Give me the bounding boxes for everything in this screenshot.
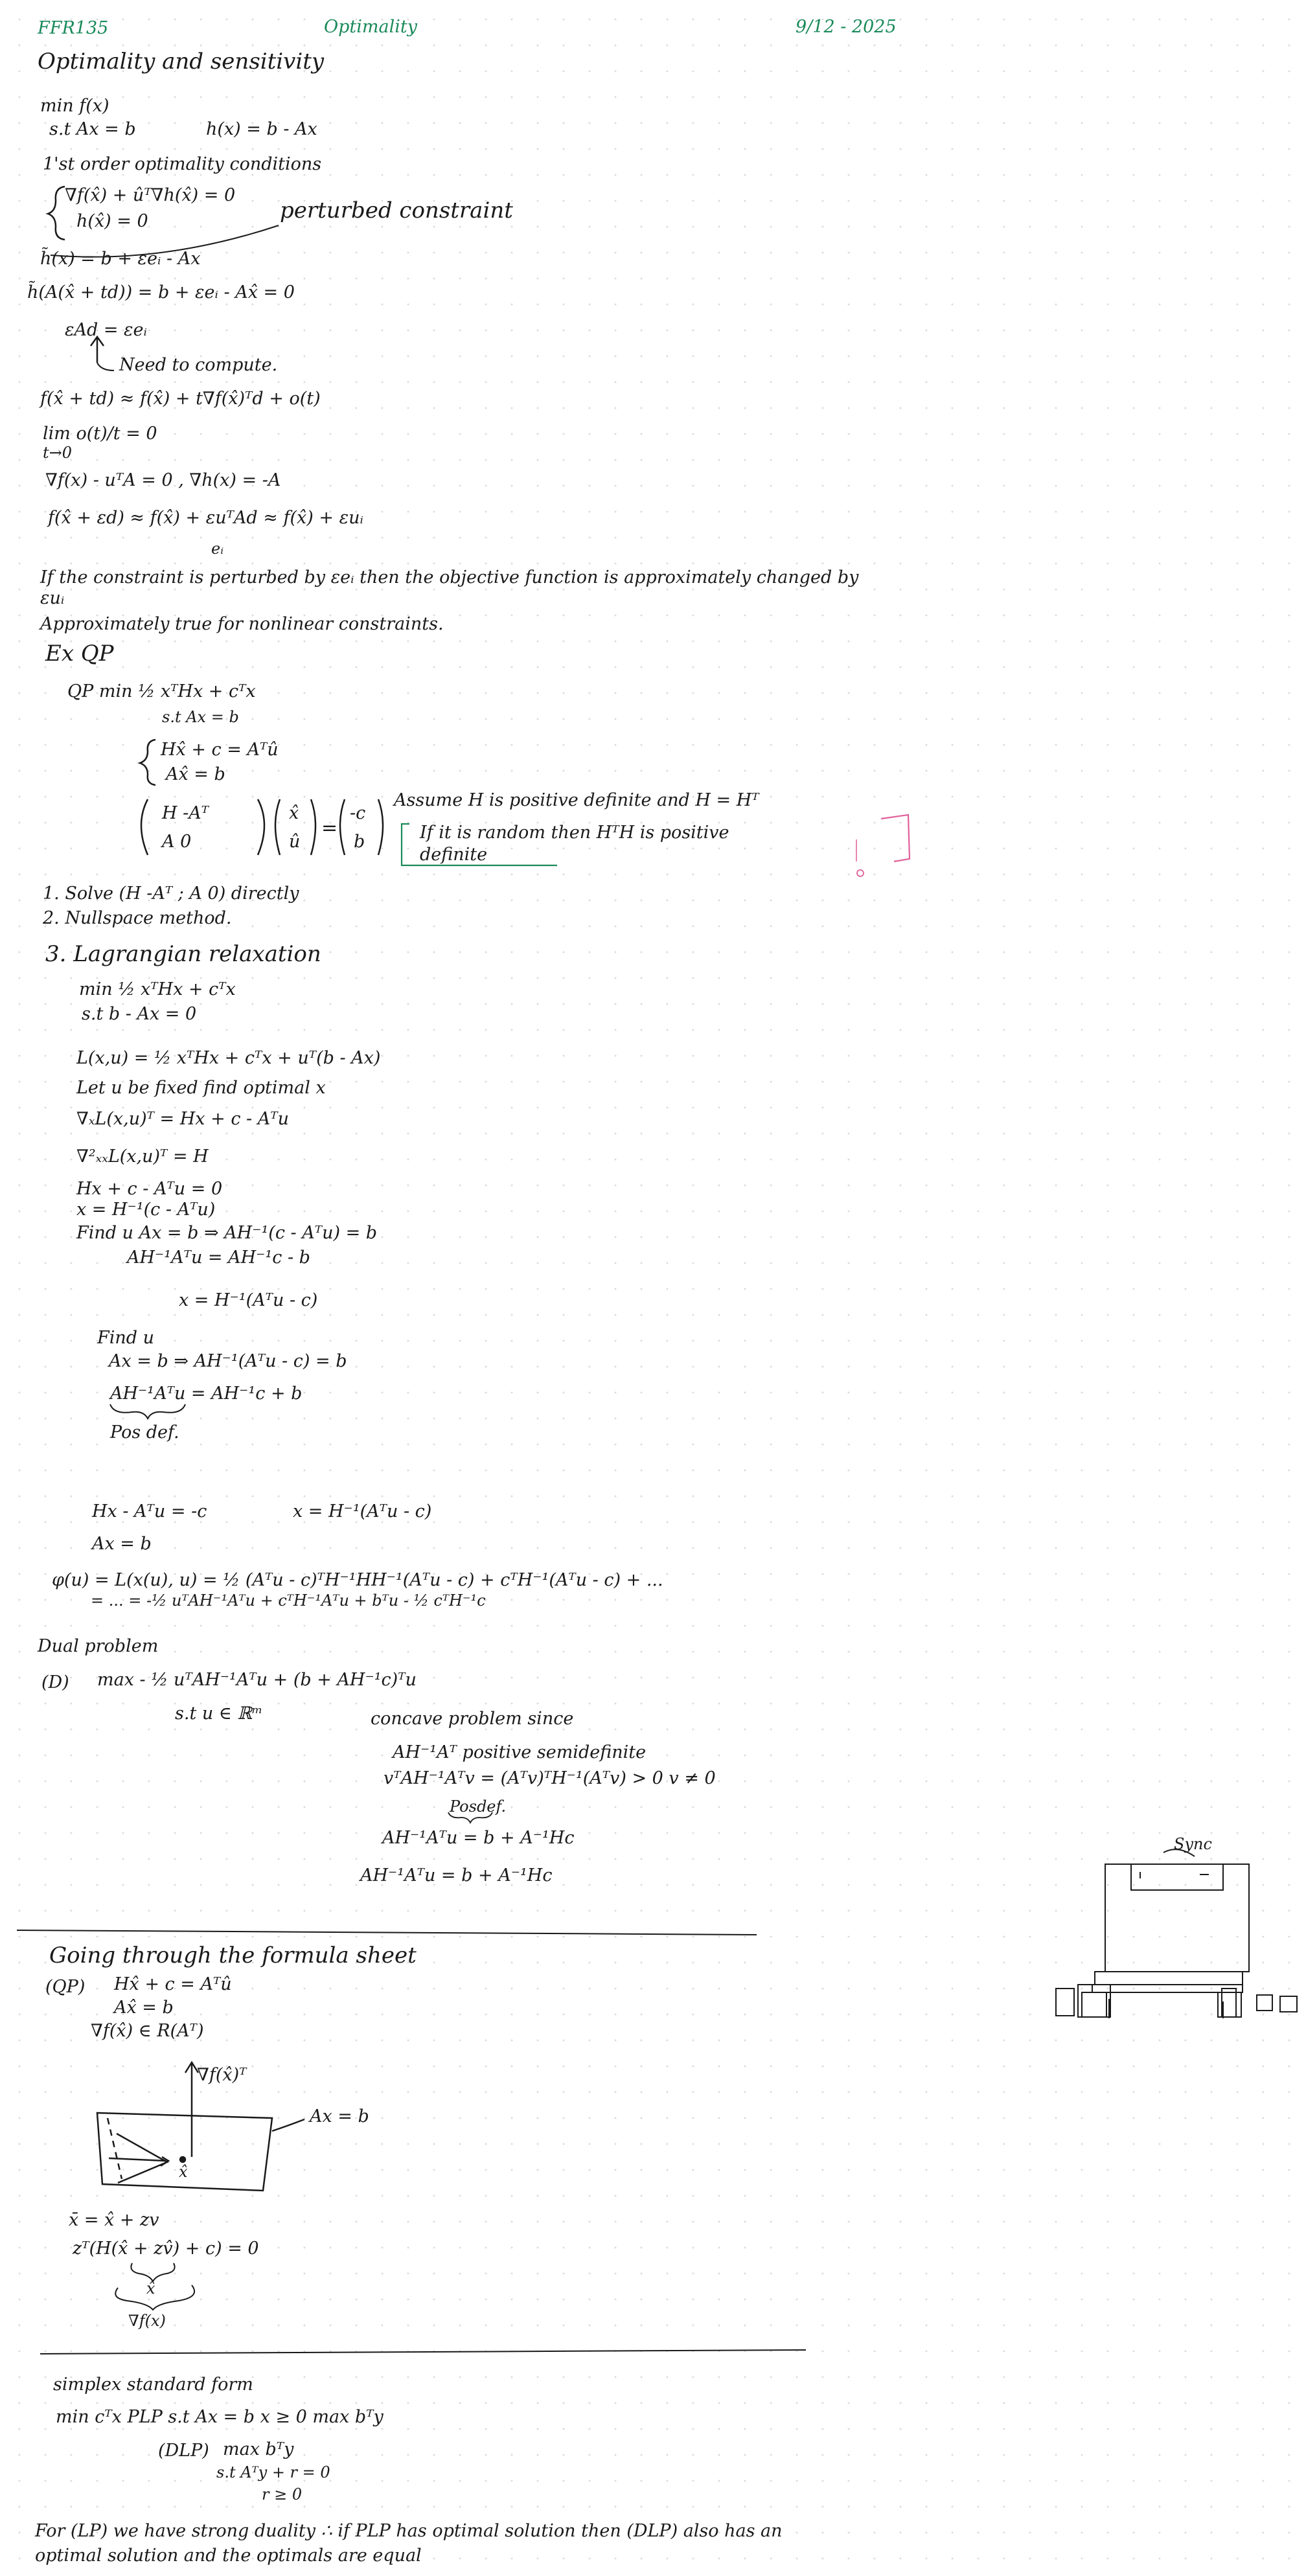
text-line: concave problem since	[371, 1709, 574, 1729]
diagram-label: ∇f(x̂)ᵀ	[197, 2065, 247, 2085]
perturbed-constraint-label: perturbed constraint	[280, 198, 513, 223]
text-line: AH⁻¹Aᵀu = AH⁻¹c - b	[127, 1248, 310, 1268]
text-line: x = H⁻¹(c - Aᵀu)	[76, 1200, 216, 1220]
text-line: φ(u) = L(x(u), u) = ½ (Aᵀu - c)ᵀH⁻¹HH⁻¹(Aᵀu - c) + cᵀH⁻¹(Aᵀu - c) + ...	[52, 1570, 663, 1590]
text-line: min cᵀx PLP s.t Ax = b x ≥ 0 max bᵀy	[56, 2407, 384, 2427]
annotation: ∇f(x)	[128, 2312, 166, 2330]
kkt-line: ∇f(x̂) + ûᵀ∇h(x̂) = 0	[65, 185, 236, 205]
annotation: Posdef.	[450, 1797, 507, 1816]
text-line: Hx - Aᵀu = -c	[92, 1501, 207, 1522]
vector-entry: û	[289, 832, 301, 852]
text-line: optimal solution and the optimals are equal	[35, 2546, 422, 2566]
text-line: h̃(x) = b + εeᵢ - Ax	[40, 249, 201, 269]
annotation: eᵢ	[211, 540, 224, 558]
text-line: Let u be fixed find optimal x	[76, 1078, 326, 1098]
text-line: Find u Ax = b ⇒ AH⁻¹(c - Aᵀu) = b	[76, 1223, 378, 1243]
text-line: Hx̂ + c = Aᵀû	[161, 740, 279, 760]
text-line: s.t Ax = b	[49, 119, 136, 139]
text-line: Ax = b ⇒ AH⁻¹(Aᵀu - c) = b	[109, 1351, 347, 1371]
text-line: t→0	[43, 444, 73, 462]
text-line: f(x̂ + td) ≈ f(x̂) + t∇f(x̂)ᵀd + o(t)	[40, 389, 321, 409]
text-line: Hx̂ + c = Aᵀû	[114, 1974, 232, 1994]
text-line: s.t Aᵀy + r = 0	[216, 2463, 330, 2481]
diagram-label: Ax = b	[310, 2106, 369, 2126]
text-line: s.t u ∈ ℝᵐ	[175, 1704, 263, 1724]
text-line: definite	[420, 845, 488, 865]
text-line: 2. Nullspace method.	[43, 908, 232, 928]
text-line: AH⁻¹Aᵀu = AH⁻¹c + b	[110, 1384, 303, 1404]
text-line: zᵀ(H(x̂ + zv̂) + c) = 0	[73, 2239, 259, 2259]
text-line: Assume H is positive definite and H = Hᵀ	[394, 790, 759, 810]
section-heading: simplex standard form	[53, 2375, 253, 2395]
vector-entry: b	[354, 832, 365, 852]
text-line: 1. Solve (H -Aᵀ ; A 0) directly	[43, 883, 299, 904]
text-line: f(x̂ + εd) ≈ f(x̂) + εuᵀAd ≈ f(x̂) + εuᵢ	[48, 508, 363, 528]
text-line: max - ½ uᵀAH⁻¹Aᵀu + (b + AH⁻¹c)ᵀu	[97, 1670, 417, 1690]
section-heading: 3. Lagrangian relaxation	[45, 941, 321, 967]
text-line: Approximately true for nonlinear constraints.	[40, 614, 444, 634]
text-line: ∇²ₓₓL(x,u)ᵀ = H	[76, 1146, 209, 1167]
text-line: Ax = b	[92, 1534, 152, 1554]
text-line: s.t b - Ax = 0	[82, 1004, 197, 1024]
date-label: 9/12 - 2025	[796, 17, 897, 37]
course-code: FFR135	[38, 18, 109, 38]
text-line: ∇f(x̂) ∈ R(Aᵀ)	[91, 2021, 204, 2041]
text-line: (QP)	[45, 1977, 86, 1997]
text-line: εuᵢ	[40, 588, 65, 608]
text-line: 1'st order optimality conditions	[43, 154, 322, 174]
example-heading: Ex QP	[45, 641, 114, 667]
text-line: lim o(t)/t = 0	[43, 424, 157, 444]
text-line: (D)	[41, 1672, 69, 1693]
text-line: AH⁻¹Aᵀu = b + A⁻¹Hc	[360, 1865, 553, 1886]
text-line: Find u	[97, 1328, 155, 1348]
text-line: h(x) = b - Ax	[206, 119, 317, 139]
text-line: s.t Ax = b	[162, 708, 239, 726]
kkt-line: h(x̂) = 0	[76, 211, 148, 231]
section-heading: Going through the formula sheet	[49, 1943, 417, 1968]
matrix-row: H -Aᵀ	[162, 803, 209, 823]
text-line: AH⁻¹Aᵀ positive semidefinite	[393, 1742, 647, 1762]
annotation: x̂	[146, 2279, 155, 2297]
vector-entry: -c	[350, 803, 366, 823]
text-line: ∇ₓL(x,u)ᵀ = Hx + c - Aᵀu	[76, 1109, 289, 1129]
text-line: r ≥ 0	[262, 2485, 303, 2503]
text-line: Ax̂ = b	[166, 764, 225, 784]
text-line: min ½ xᵀHx + cᵀx	[79, 979, 236, 999]
text-line: If the constraint is perturbed by εeᵢ then the objective function is approximately changed by	[40, 567, 859, 587]
text-line: vᵀAH⁻¹Aᵀv = (Aᵀv)ᵀH⁻¹(Aᵀv) > 0 v ≠ 0	[384, 1768, 716, 1788]
annotation: Need to compute.	[119, 355, 278, 375]
text-line: = ... = -½ uᵀAH⁻¹Aᵀu + cᵀH⁻¹Aᵀu + bᵀu - ½ cᵀH⁻¹c	[91, 1591, 486, 1610]
matrix-row: A 0	[162, 832, 192, 852]
equals-sign: =	[321, 817, 338, 839]
vector-entry: x̂	[289, 803, 299, 823]
text-line: x = H⁻¹(Aᵀu - c)	[179, 1290, 318, 1310]
text-line: Dual problem	[38, 1636, 159, 1656]
text-line: AH⁻¹Aᵀu = b + A⁻¹Hc	[382, 1828, 575, 1848]
text-line: (DLP)	[158, 2441, 209, 2461]
text-line: h̃(A(x̂ + td)) = b + εeᵢ - Ax̂ = 0	[27, 282, 295, 302]
text-line: For (LP) we have strong duality ∴ if PLP has optimal solution then (DLP) also has an	[35, 2521, 783, 2541]
text-line: max bᵀy	[223, 2439, 294, 2459]
text-line: Ax̂ = b	[114, 1998, 174, 2018]
text-line: εAd = εeᵢ	[65, 320, 147, 340]
text-line: ∇f(x) - uᵀA = 0 , ∇h(x) = -A	[45, 470, 281, 490]
text-line: QP min ½ xᵀHx + cᵀx	[67, 681, 256, 701]
text-line: x̄ = x̂ + zv	[69, 2210, 159, 2230]
sketch-label: Sync	[1174, 1835, 1212, 1853]
section-heading: Optimality and sensitivity	[38, 49, 325, 74]
page-title: Optimality	[324, 17, 417, 37]
text-line: min f(x)	[40, 96, 109, 116]
text-line: If it is random then HᵀH is positive	[420, 823, 729, 843]
text-line: L(x,u) = ½ xᵀHx + cᵀx + uᵀ(b - Ax)	[76, 1048, 381, 1068]
diagram-label: x̂	[179, 2163, 188, 2181]
text-line: Hx + c - Aᵀu = 0	[76, 1179, 223, 1199]
text-line: x = H⁻¹(Aᵀu - c)	[293, 1501, 432, 1522]
annotation: Pos def.	[110, 1422, 179, 1442]
